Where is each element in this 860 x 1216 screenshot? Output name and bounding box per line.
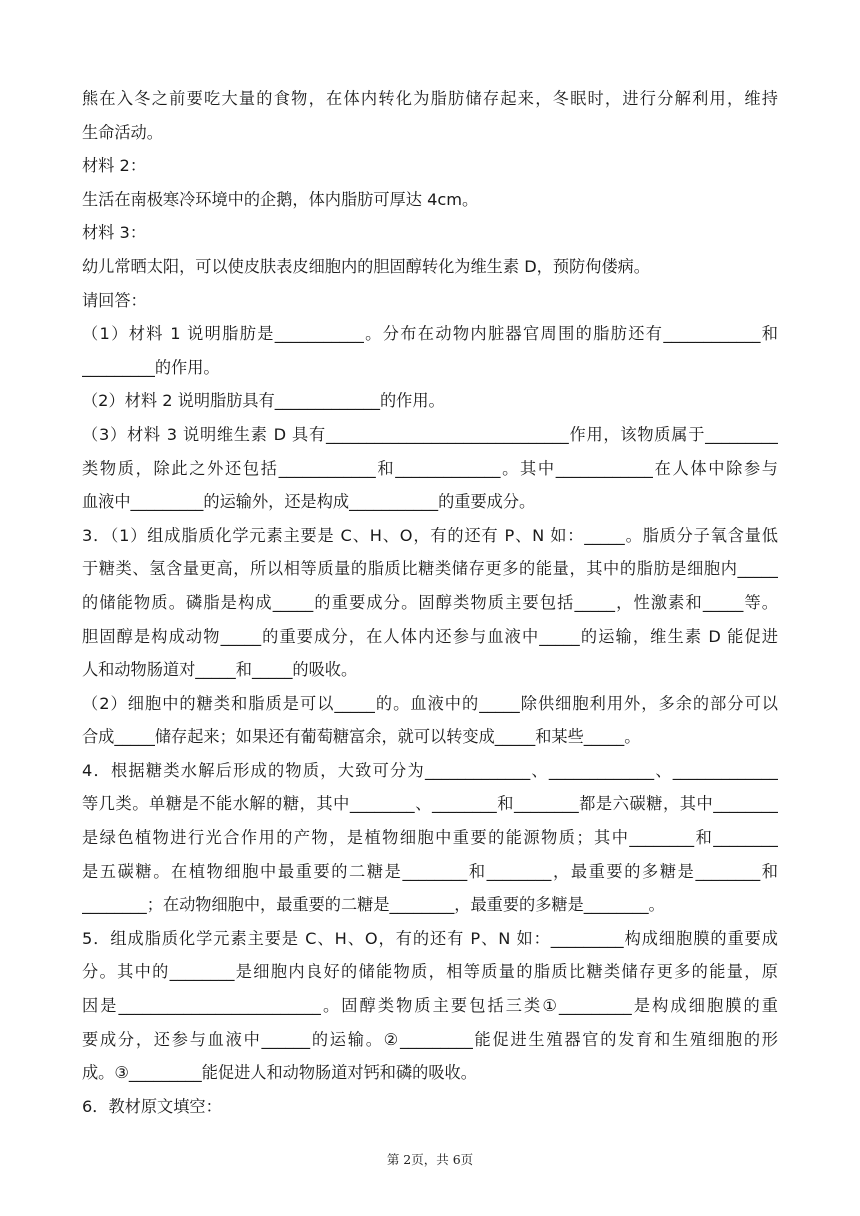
text-line: 熊在入冬之前要吃大量的食物，在体内转化为脂肪储存起来，冬眠时，进行分解利用，维持: [82, 89, 778, 108]
text-line: （2）细胞中的糖类和脂质是可以_____的。血液中的_____除供细胞利用外，多余的部分可以: [82, 693, 778, 713]
page-content: [82, 82, 778, 1123]
text-line: 3．（1）组成脂质化学元素主要是 C、H、O，有的还有 P、N 如：_____。脂质分子氧含量低: [82, 525, 778, 545]
text-line: 材料 3：: [82, 223, 147, 243]
text-line: 要成分，还参与血液中______的运输。②_________能促进生殖器官的发育和生殖细胞的形: [82, 1029, 778, 1049]
text-line: 类物质，除此之外还包括____________和_____________。其中____________在人体中除参与: [82, 458, 778, 478]
text-line: 5．组成脂质化学元素主要是 C、H、O，有的还有 P、N 如：_________构成细胞膜的重要成: [82, 928, 778, 948]
text-line: 是五碳糖。在植物细胞中最重要的二糖是________和________，最重要的多糖是________和: [82, 861, 778, 881]
text-line: 的储能物质。磷脂是构成_____的重要成分。固醇类物质主要包括_____，性激素和_____等。: [82, 592, 778, 612]
text-line: 因是_________________________。固醇类物质主要包括三类①_________是构成细胞膜的重: [82, 996, 778, 1016]
text-line: （3）材料 3 说明维生素 D 具有______________________________作用，该物质属于_________: [82, 424, 778, 444]
text-line: 人和动物肠道对_____和_____的吸收。: [82, 660, 358, 680]
text-line: _________的作用。: [82, 357, 220, 377]
text-line: 分。其中的________是细胞内良好的储能物质，相等质量的脂质比糖类储存更多的能量，原: [82, 962, 778, 982]
text-line: 请回答：: [82, 290, 147, 310]
text-line: 血液中_________的运输外，还是构成___________的重要成分。: [82, 492, 536, 512]
text-line: 生命活动。: [82, 122, 163, 142]
text-line: 6．教材原文填空：: [82, 1096, 222, 1116]
text-line: 等几类。单糖是不能水解的糖，其中________、________和________都是六碳糖，其中________: [82, 794, 778, 814]
text-line: 生活在南极寒冷环境中的企鹅，体内脂肪可厚达 4cm。: [82, 189, 479, 209]
text-line: （1）材料 1 说明脂肪是___________。分布在动物内脏器官周围的脂肪还有____________和: [82, 324, 778, 344]
text-line: 成。③_________能促进人和动物肠道对钙和磷的吸收。: [82, 1063, 477, 1083]
text-line: 是绿色植物进行光合作用的产物，是植物细胞中重要的能源物质；其中________和________: [82, 828, 778, 848]
text-line: 胆固醇是构成动物_____的重要成分，在人体内还参与血液中_____的运输，维生素 D 能促进: [82, 626, 778, 646]
text-line: 于糖类、氢含量更高，所以相等质量的脂质比糖类储存更多的能量，其中的脂肪是细胞内_____: [82, 559, 778, 579]
text-line: 幼儿常晒太阳，可以使皮肤表皮细胞内的胆固醇转化为维生素 D，预防佝偻病。: [82, 256, 650, 276]
text-line: 合成_____储存起来；如果还有葡萄糖富余，就可以转变成_____和某些_____。: [82, 727, 641, 747]
text-line: （2）材料 2 说明脂肪具有_____________的作用。: [82, 391, 445, 411]
text-line: ________；在动物细胞中，最重要的二糖是________，最重要的多糖是________。: [82, 895, 665, 915]
text-line: 4．根据糖类水解后形成的物质，大致可分为_____________、_____________、_____________: [82, 760, 778, 780]
text-line: 材料 2：: [82, 156, 147, 176]
page-footer: 第 2页，共 6页: [386, 1152, 474, 1167]
